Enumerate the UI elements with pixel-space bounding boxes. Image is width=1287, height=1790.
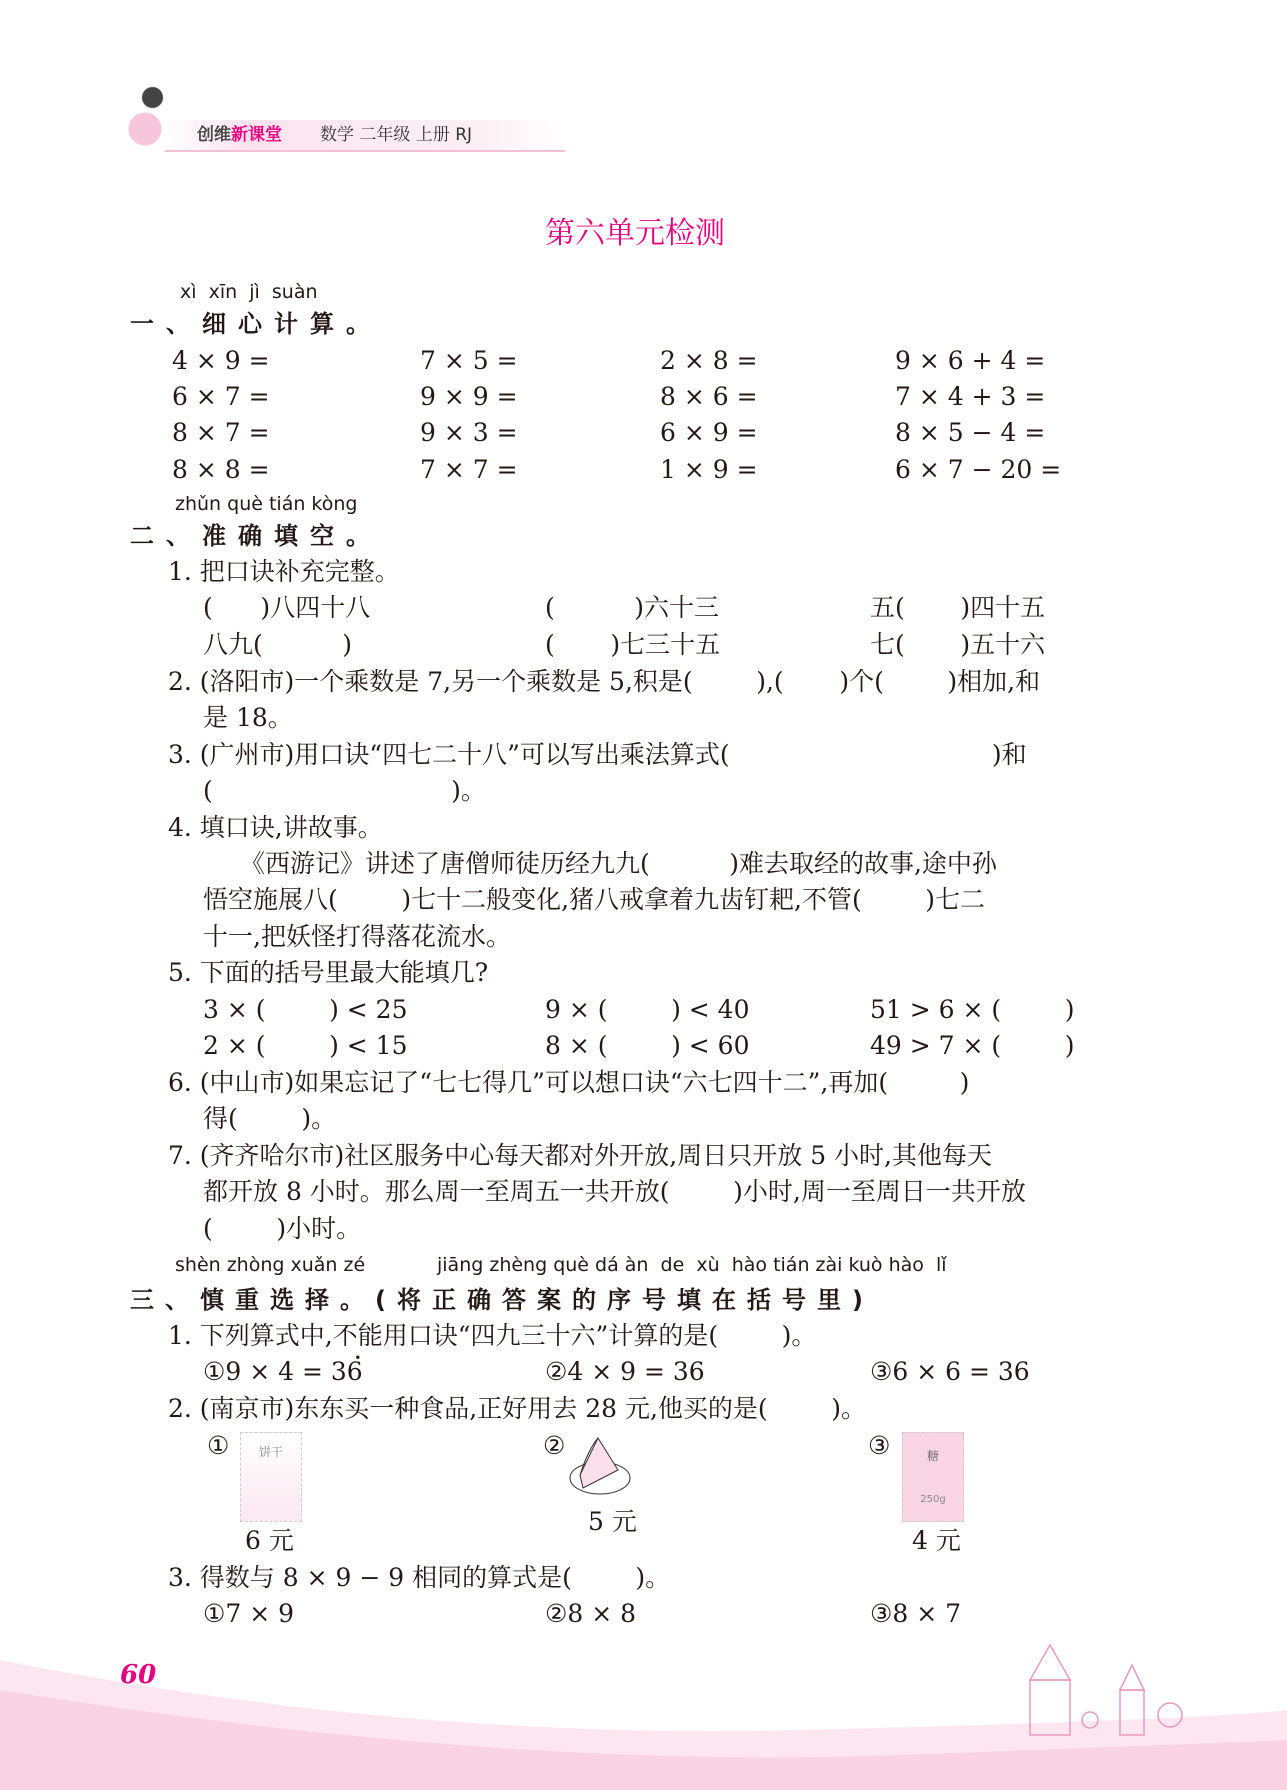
question-cont: 是 18。 — [203, 703, 293, 732]
pinyin: shèn zhòng xuǎn zé — [175, 1254, 366, 1276]
problem: 9 × 9 = — [420, 382, 518, 411]
option-mark: ② — [543, 1431, 566, 1460]
problem: 6 × 7 − 20 = — [895, 455, 1062, 484]
problem: 9 × 6 + 4 = — [895, 346, 1046, 375]
problem: 6 × 9 = — [660, 418, 758, 447]
pinyin: xì xīn jì suàn — [180, 281, 318, 303]
book-subtitle: 数学 二年级 上册 RJ — [320, 125, 473, 145]
problem: 6 × 7 = — [172, 382, 270, 411]
option: ①9 × 4 = 36 — [203, 1357, 363, 1386]
option: ③8 × 7 — [870, 1599, 962, 1628]
question: 3. (广州市)用口诀“四七二十八”可以写出乘法算式( )和 — [168, 740, 1027, 769]
question-cont: 得( )。 — [203, 1104, 337, 1133]
problem: 8 × 6 = — [660, 382, 758, 411]
problem: 7 × 4 + 3 = — [895, 382, 1046, 411]
question: 2. (洛阳市)一个乘数是 7,另一个乘数是 5,积是( ),( )个( )相加,和 — [168, 667, 1041, 696]
fill-blank: 五( )四十五 — [870, 593, 1046, 622]
footer-wave-decoration — [0, 1620, 1287, 1790]
page-header — [125, 80, 545, 152]
story-line: 悟空施展八( )七十二般变化,猪八戒拿着九齿钉耙,不管( )七二 — [203, 885, 986, 914]
option: ③6 × 6 = 36 — [870, 1357, 1030, 1386]
problem: 9 × 3 = — [420, 418, 518, 447]
problem: 8 × 5 − 4 = — [895, 418, 1046, 447]
section-heading: 一、细心计算。 — [130, 310, 382, 338]
inequality: 51 > 6 × ( ) — [870, 995, 1075, 1024]
problem: 1 × 9 = — [660, 455, 758, 484]
option-mark: ③ — [868, 1431, 891, 1460]
story-line: 《西游记》讲述了唐僧师徒历经九九( )难去取经的故事,途中孙 — [240, 849, 997, 878]
cartoon-girls-illustration — [125, 80, 175, 150]
problem: 8 × 8 = — [172, 455, 270, 484]
question: 3. 得数与 8 × 9 − 9 相同的算式是( )。 — [168, 1563, 671, 1592]
brand-logo: 创维新课堂 — [197, 125, 282, 145]
inequality: 49 > 7 × ( ) — [870, 1031, 1075, 1060]
problem: 8 × 7 = — [172, 418, 270, 447]
problem: 7 × 5 = — [420, 346, 518, 375]
inequality: 2 × ( ) < 15 — [203, 1031, 408, 1060]
fill-blank: 七( )五十六 — [870, 630, 1046, 659]
question: 2. (南京市)东东买一种食品,正好用去 28 元,他买的是( )。 — [168, 1394, 866, 1423]
story-line: 十一,把妖怪打得落花流水。 — [203, 922, 511, 951]
question-cont: ( )小时。 — [203, 1214, 362, 1243]
option: ②8 × 8 — [545, 1599, 637, 1628]
section-heading: 二、准确填空。 — [130, 522, 382, 550]
price: 6 元 — [245, 1526, 294, 1555]
cake-slice-image — [568, 1430, 633, 1500]
pinyin: zhǔn què tián kòng — [175, 493, 358, 515]
price: 4 元 — [912, 1526, 961, 1555]
problem: 7 × 7 = — [420, 455, 518, 484]
problem: 2 × 8 = — [660, 346, 758, 375]
question: 4. 填口诀,讲故事。 — [168, 813, 383, 842]
question: 1. 下列算式中,不能用口诀“四九三十六”计算的是( )。 — [168, 1318, 816, 1354]
candy-bag-image: 糖 250g — [902, 1432, 964, 1522]
question: 5. 下面的括号里最大能填几? — [168, 958, 489, 987]
page-title: 第六单元检测 — [545, 216, 725, 251]
inequality: 9 × ( ) < 40 — [545, 995, 750, 1024]
problem: 4 × 9 = — [172, 346, 270, 375]
inequality: 8 × ( ) < 60 — [545, 1031, 750, 1060]
biscuit-bag-image: 饼干 — [240, 1432, 302, 1522]
price: 5 元 — [588, 1507, 637, 1536]
fill-blank: ( )七三十五 — [545, 630, 721, 659]
pinyin: jiāng zhèng què dá àn de xù hào tián zài kuò hào lǐ — [437, 1254, 947, 1276]
emphasis-text: 不能 — [332, 1321, 383, 1350]
page-number: 60 — [120, 1660, 157, 1690]
option: ①7 × 9 — [203, 1599, 295, 1628]
section-heading: 三、慎重选择。(将正确答案的序号填在括号里) — [130, 1286, 874, 1314]
question: 7. (齐齐哈尔市)社区服务中心每天都对外开放,周日只开放 5 小时,其他每天 — [168, 1141, 993, 1170]
question: 6. (中山市)如果忘记了“七七得几”可以想口诀“六七四十二”,再加( ) — [168, 1068, 970, 1097]
question-cont: 都开放 8 小时。那么周一至周五一共开放( )小时,周一至周日一共开放 — [203, 1177, 1026, 1206]
option-mark: ① — [207, 1431, 230, 1460]
fill-blank: 八九( ) — [203, 630, 352, 659]
question: 1. 把口诀补充完整。 — [168, 557, 400, 586]
inequality: 3 × ( ) < 25 — [203, 995, 408, 1024]
fill-blank: ( )八四十八 — [203, 593, 371, 622]
option: ②4 × 9 = 36 — [545, 1357, 705, 1386]
fill-blank: ( )六十三 — [545, 593, 719, 622]
question-cont: ( )。 — [203, 776, 486, 805]
